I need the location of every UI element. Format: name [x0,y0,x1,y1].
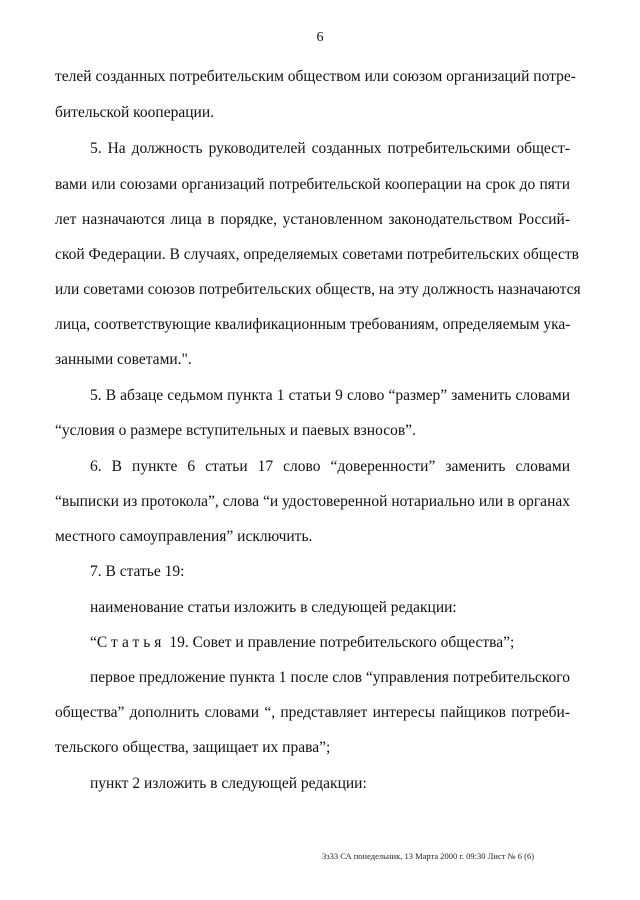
spaced-word: Статья [96,634,166,651]
text-line: “выписки из протокола”, слова “и удостоверенной нотариально или в органах [55,493,570,510]
text-line: первое предложение пункта 1 после слов “управления потребительского [90,669,570,686]
text-line: наименование статьи изложить в следующей редакции: [90,599,457,616]
text-line: 5. В абзаце седьмом пункта 1 статьи 9 слово “размер” заменить словами [90,387,570,404]
text-line: “условия о размере вступительных и паевых взносов”. [55,422,416,439]
text-line: ской Федерации. В случаях, определяемых советами потребительских обществ [55,246,579,263]
text-line: лица, соответствующие квалификационным требованиям, определяемым ука- [55,316,571,333]
text-line: местного самоуправления” исключить. [55,528,313,545]
text-line: или советами союзов потребительских обществ, на эту должность назначаются [55,281,581,298]
article-title-line [90,634,570,652]
text-line: 6. В пункте 6 статьи 17 слово “доверенности” заменить словами [90,458,570,475]
open-quote: “ [90,634,97,651]
page-number: 6 [316,30,324,45]
footer-stamp: 3з33 СА понедельник, 13 Марта 2000 г. 09:30 Лист № 6 (6) [322,851,535,861]
article-title-rest: 19. Совет и правление потребительского общества”; [165,634,515,651]
text-line: общества” дополнить словами “, представляет интересы пайщиков потреби- [55,704,570,721]
text-line: телей созданных потребительским обществом или союзом организаций потре- [55,68,576,85]
text-line: тельского общества, защищает их права”; [55,739,331,756]
text-line: бительской кооперации. [55,104,214,121]
text-line: занными советами.". [55,351,192,368]
text-line: лет назначаются лица в порядке, установленном законодательством Россий- [55,211,570,228]
text-line: вами или союзами организаций потребительской кооперации на срок до пяти [55,176,570,193]
text-line: 7. В статье 19: [90,563,185,580]
text-line: пункт 2 изложить в следующей редакции: [90,775,367,792]
text-line: 5. На должность руководителей созданных потребительскими общест- [90,140,570,157]
